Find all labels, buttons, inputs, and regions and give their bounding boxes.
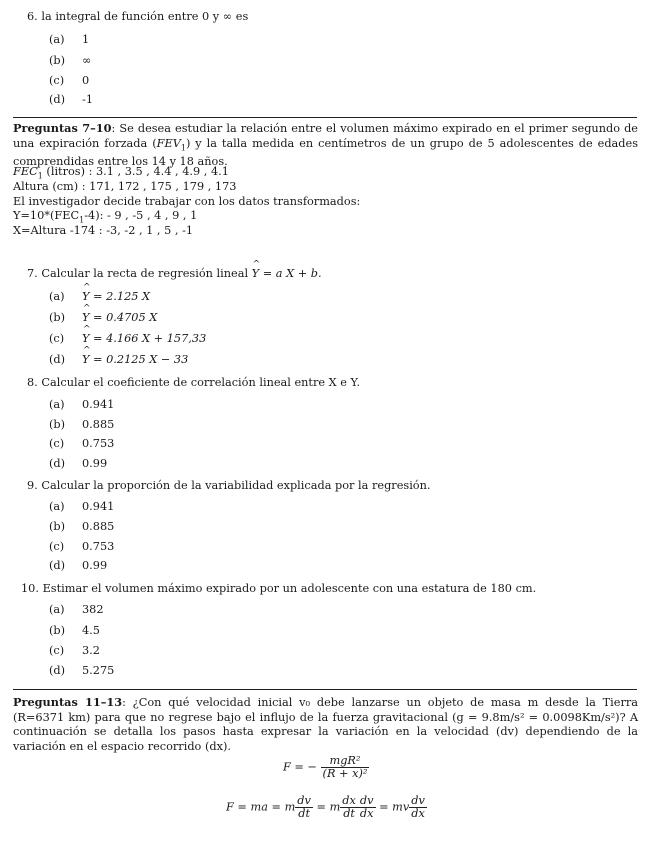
equation-2: F = ma = m $\frac{dv}{dt}$ = m $\frac{dx}{dt}$ $\frac{dv}{dx}$ = mv $\frac{dv}{dx}$ [226, 794, 425, 820]
option-label: (d) [49, 353, 66, 366]
fec-symbol: FEC [13, 165, 38, 178]
intro-text-2: ) y la talla medida en centímetros de un grupo de 5 adolescentes de edades comprendidas entre los 14 y 18 años. [13, 136, 638, 169]
block-text: : ¿Con qué velocidad inicial v₀ debe lanzarse un objeto de masa m desde la Tierra (R=6371 km) para que no regrese bajo el influjo de la fuerza gravitacional (g = 9.8m/s² = 0.0098Km/s²)? A continuación se detalla los pasos hasta expresar la variación en la velocidad (dv) dependiendo de la variación en el espacio recorrido (dx). [13, 696, 638, 753]
eq1-lhs: F = − [283, 760, 317, 774]
option-value: ^ Y = 0.4705 X [82, 311, 157, 326]
option-value: ∞ [82, 54, 92, 67]
option-label: (b) [49, 54, 66, 67]
option-label: (b) [49, 520, 66, 533]
option-label: (b) [49, 624, 66, 637]
question-7 [27, 267, 322, 282]
option-value: 3.2 [82, 644, 100, 657]
question-text: la integral de función entre 0 y ∞ es [41, 10, 249, 23]
question-10 [21, 582, 536, 597]
question-text: Calcular el coeficiente de correlación lineal entre X e Y. [41, 376, 361, 389]
option-value: 0.99 [82, 457, 108, 470]
option-label: (a) [49, 500, 65, 513]
formula-tail: = a X + b. [259, 267, 322, 280]
option-value: 0.885 [82, 418, 115, 431]
intro-text: : Se desea estudiar la relación entre el volumen máximo expirado en el primer segundo de una expiración forzada ( [13, 122, 638, 150]
question-6 [27, 10, 248, 25]
option-value: 0 [82, 74, 90, 87]
option-label: (c) [49, 540, 65, 553]
option-value: ^ Y = 0.2125 X − 33 [82, 353, 188, 368]
option-label: (a) [49, 33, 65, 46]
equation-1 [283, 755, 369, 780]
fev-subscript: 1 [180, 142, 186, 152]
option-label: (a) [49, 603, 65, 616]
x-transform-line: X=Altura -174 : -3, -2 , 1 , 5 , -1 [13, 224, 194, 237]
question-text: Estimar el volumen máximo expirado por un adolescente con una estatura de 180 cm. [42, 582, 537, 595]
block-title: Preguntas 11–13 [13, 695, 123, 709]
option-value: ^ Y = 2.125 X [82, 290, 150, 305]
y-transform-values: -4): - 9 , -5 , 4 , 9 , 1 [84, 209, 198, 222]
option-value: 1 [82, 33, 90, 46]
option-label: (b) [49, 418, 66, 431]
eq2-lhs: F = ma = m [226, 800, 296, 814]
question-9 [27, 479, 430, 494]
option-value: 5.275 [82, 664, 115, 677]
investigador-line: El investigador decide trabajar con los datos transformados: [13, 195, 361, 208]
section-divider [13, 689, 637, 690]
option-label: (d) [49, 559, 66, 572]
option-value: 0.753 [82, 540, 115, 553]
option-label: (d) [49, 664, 66, 677]
question-text: Calcular la recta de regresión lineal [41, 267, 249, 280]
option-label: (c) [49, 332, 65, 345]
option-value: 0.99 [82, 559, 108, 572]
option-label: (a) [49, 290, 65, 303]
question-number: 8. [27, 376, 38, 389]
eq1-fraction: $\frac{\text{mgR²}}{\text{(R + x)²}}$ [322, 754, 368, 780]
option-label: (d) [49, 457, 66, 470]
option-value: ^ Y = 4.166 X + 157,33 [82, 332, 206, 347]
option-value: 0.941 [82, 500, 115, 513]
option-value: 382 [82, 603, 104, 616]
option-value: -1 [82, 93, 94, 106]
option-value: 4.5 [82, 624, 100, 637]
question-number: 9. [27, 479, 38, 492]
option-value: 0.753 [82, 437, 115, 450]
fec-subscript: 1 [37, 171, 43, 181]
y-hat-symbol: ^ Y [252, 267, 259, 282]
altura-data-line: Altura (cm) : 171, 172 , 175 , 179 , 173 [13, 180, 237, 193]
option-label: (a) [49, 398, 65, 411]
option-value: 0.885 [82, 520, 115, 533]
block-7-10-intro [13, 121, 638, 170]
y-transform-subscript: 1 [79, 215, 85, 225]
option-value: 0.941 [82, 398, 115, 411]
question-text: Calcular la proporción de la variabilidad explicada por la regresión. [41, 479, 431, 492]
question-number: 7. [27, 267, 38, 280]
y-transform-a: Y=10*(FEC [13, 209, 80, 222]
option-label: (c) [49, 437, 65, 450]
option-label: (c) [49, 644, 65, 657]
section-divider [13, 117, 637, 118]
question-8 [27, 376, 360, 391]
fev-symbol: FEV [156, 136, 181, 150]
option-label: (b) [49, 311, 66, 324]
block-title: Preguntas 7–10 [13, 121, 112, 135]
fec-values: (litros) : 3.1 , 3.5 , 4.4 , 4.9 , 4.1 [42, 165, 229, 178]
question-number: 6. [27, 10, 38, 23]
block-11-13-intro [13, 695, 638, 754]
option-label: (c) [49, 74, 65, 87]
option-label: (d) [49, 93, 66, 106]
question-number: 10. [21, 582, 39, 595]
